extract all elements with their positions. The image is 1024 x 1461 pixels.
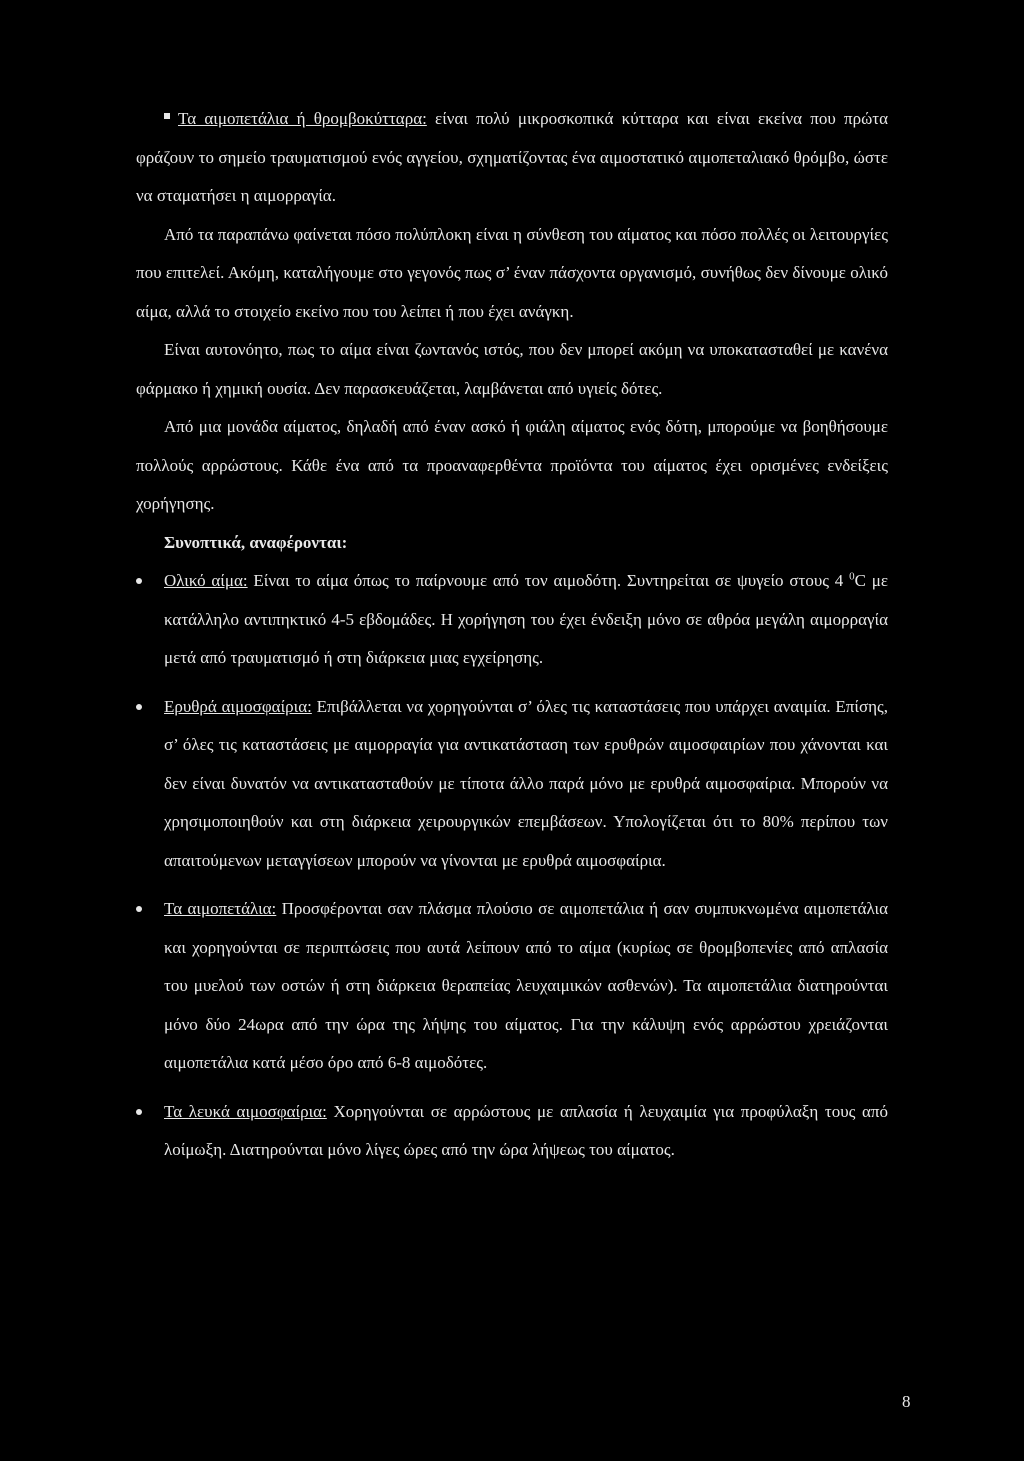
intro-term: Τα αιμοπετάλια ή θρομβοκύτταρα:	[178, 109, 427, 128]
list-item-term: Τα λευκά αιμοσφαίρια:	[164, 1101, 327, 1121]
list-item	[136, 1093, 888, 1170]
bullet-icon	[136, 704, 142, 710]
list-item-text-cont: C με κατάλληλο αντιπηκτικό 4-5 εβδομάδες. Η χορήγηση του έχει ένδειξη μόνο σε αθρόα μεγάλη αιμορραγία μετά από τραυματισμό ή στη διάρκεια μιας εγχείρησης.	[164, 571, 889, 667]
bullet-icon	[136, 906, 142, 912]
paragraph-2: Είναι αυτονόητο, πως το αίμα είναι ζωντανός ιστός, που δεν μπορεί ακόμη να υποκατασταθεί με κανένα φάρμακο ή χημική ουσία. Δεν παρασκευάζεται, λαμβάνεται από υγιείς δότες.	[136, 340, 888, 398]
paragraph-3: Από μια μονάδα αίματος, δηλαδή από έναν ασκό ή φιάλη αίματος ενός δότη, μπορούμε να βοηθήσουμε πολλούς αρρώστους. Κάθε ένα από τα προαναφερθέντα προϊόντα του αίματος έχει ορισμένες ενδείξεις χορήγησης.	[136, 417, 888, 513]
list-item-text: Επιβάλλεται να χορηγούνται σ’ όλες τις καταστάσεις που υπάρχει αναιμία. Επίσης, σ’ όλες τις καταστάσεις με αιμορραγία για αντικατάσταση των ερυθρών αιμοσφαιρίων που χάνονται και δεν είναι δυνατόν να αντικατασταθούν με τίποτα άλλο παρά μόνο με ερυθρά αιμοσφαίρια. Μπορούν να χρησιμοποιηθούν και στη διάρκεια χειρουργικών επεμβάσεων. Υπολογίζεται ότι το 80% περίπου των απαιτούμενων μεταγγίσεων μπορούν να γίνονται με ερυθρά αιμοσφαίρια.	[164, 696, 888, 870]
list-item-term: Ερυθρά αιμοσφαίρια:	[164, 696, 312, 716]
list-item	[136, 562, 888, 678]
list-item-term: Ολικό αίμα:	[164, 571, 248, 590]
intro-text: είναι πολύ μικροσκοπικά κύτταρα και είναι εκείνα που πρώτα φράζουν το σημείο τραυματισμού ενός αγγείου, σχηματίζοντας ένα αιμοστατικό αιμοπεταλιακό θρόμβο, ώστε να σταματήσει η αιμορραγία.	[136, 109, 888, 205]
summary-heading: Συνοπτικά, αναφέρονται:	[164, 532, 348, 552]
list-item-text: Χορηγούνται σε αρρώστους με απλασία ή λευχαιμία για προφύλαξη τους από λοίμωξη. Διατηρούνται μόνο λίγες ώρες από την ώρα λήψεως του αίματος.	[164, 1101, 889, 1159]
page-number: 8	[902, 1392, 911, 1411]
list-item	[136, 688, 888, 881]
square-bullet-icon	[164, 113, 170, 119]
bullet-icon	[136, 578, 142, 584]
document-page	[136, 100, 888, 1180]
intro-list-item	[136, 100, 888, 216]
summary-list	[136, 562, 888, 1170]
list-item-text: Προσφέρονται σαν πλάσμα πλούσιο σε αιμοπετάλια ή σαν συμπυκνωμένα αιμοπετάλια και χορηγούνται σε περιπτώσεις που αυτά λείπουν από το αίμα (κυρίως σε θρομβοπενίες από απλασία του μυελού των οστών ή στη διάρκεια θεραπείας λευχαιμικών ασθενών). Τα αιμοπετάλια διατηρούνται μόνο δύο 24ωρα από την ώρα της λήψης του αίματος. Για την κάλυψη ενός αρρώστου χρειάζονται αιμοπετάλια κατά μέσο όρο από 6-8 αιμοδότες.	[164, 899, 888, 1072]
list-item	[136, 890, 888, 1083]
bullet-icon	[136, 1109, 142, 1115]
list-item-superscript: 0	[849, 570, 855, 583]
paragraph-1: Από τα παραπάνω φαίνεται πόσο πολύπλοκη είναι η σύνθεση του αίματος και πόσο πολλές οι λειτουργίες που επιτελεί. Ακόμη, καταλήγουμε στο γεγονός πως σ’ έναν πάσχοντα οργανισμό, συνήθως δεν δίνουμε ολικό αίμα, αλλά το στοιχείο εκείνο που του λείπει ή που έχει ανάγκη.	[136, 224, 888, 321]
list-item-term: Τα αιμοπετάλια:	[164, 899, 277, 918]
list-item-text: Είναι το αίμα όπως το παίρνουμε από τον αιμοδότη. Συντηρείται σε ψυγείο στους 4	[247, 571, 850, 590]
